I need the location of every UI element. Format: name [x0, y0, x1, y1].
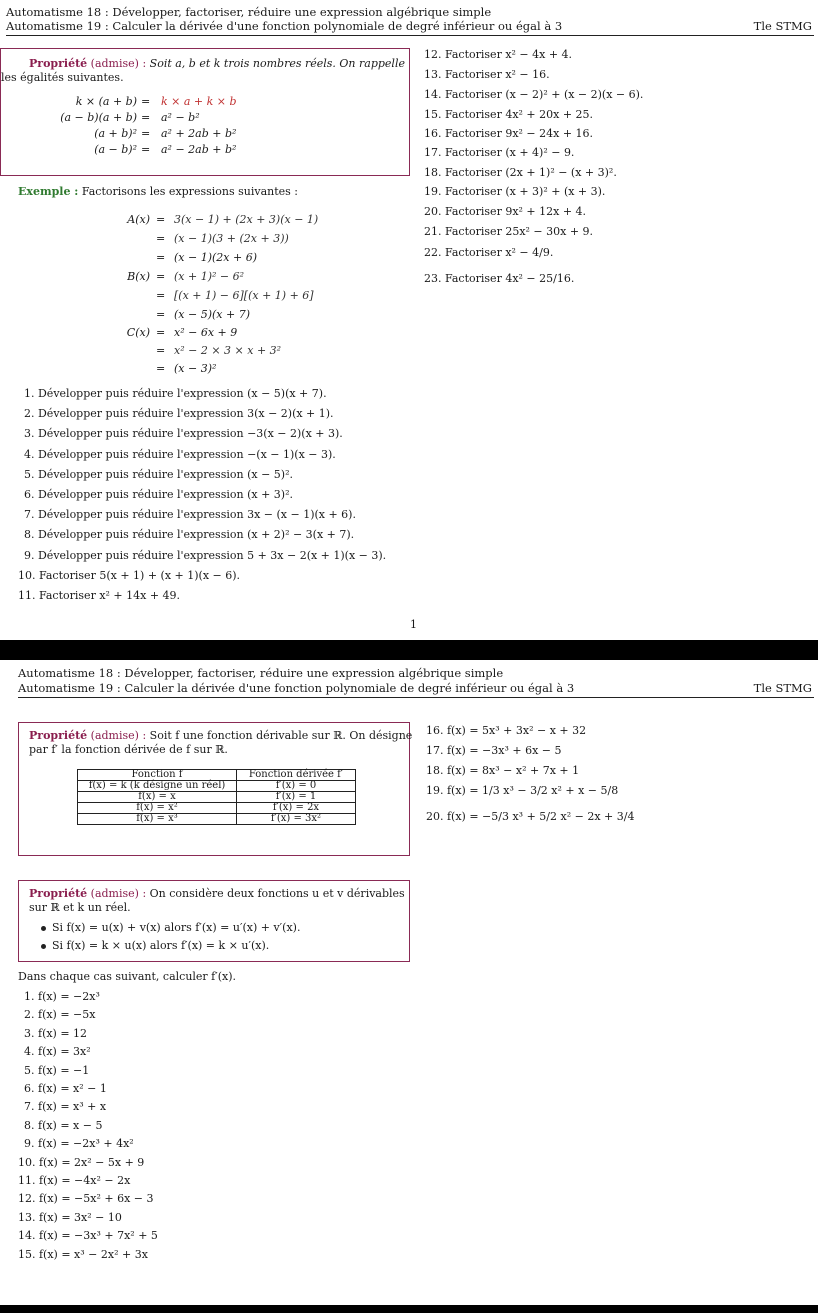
derivative-property-box [18, 722, 413, 856]
instruction: Dans chaque cas suivant, calculer f′(x). [18, 970, 237, 983]
bullet-icon [41, 944, 46, 949]
table-header-derivative: Fonction dérivée f′ [237, 770, 356, 781]
bullet-text: Si f(x) = u(x) + v(x) alors f′(x) = u′(x) + v′(x). [52, 921, 301, 934]
identity-lhs: (a − b)(a + b) [60, 111, 137, 124]
table-row [78, 814, 356, 825]
table-cell: f′(x) = 1 [237, 792, 356, 803]
identity-rhs: k × a + k × b [161, 95, 237, 108]
example-label: C(x) [126, 326, 150, 339]
example-expression: [(x + 1) − 6][(x + 1) + 6] [174, 289, 314, 302]
example-expression: (x − 5)(x + 7) [174, 308, 250, 321]
exercise-item: 13. Factoriser x² − 16. [424, 68, 550, 81]
table-row [78, 803, 356, 814]
exercise-item: 12. Factoriser x² − 4x + 4. [424, 48, 573, 61]
exercise-item: 2. f(x) = −5x [24, 1008, 96, 1022]
exercise-item: 17. f(x) = −3x³ + 6x − 5 [426, 744, 562, 757]
identity-equals: = [141, 95, 151, 108]
sum-rule-admise: (admise) : [90, 887, 147, 900]
exercise-item: 18. f(x) = 8x³ − x² + 7x + 1 [426, 764, 580, 777]
header-class: Tle STMG [753, 19, 812, 33]
sum-rule-heading [29, 887, 405, 900]
exercise-item: 8. f(x) = x − 5 [24, 1118, 103, 1132]
exercise-item: 9. Développer puis réduire l'expression 5 + 3x − 2(x + 1)(x − 3). [24, 548, 387, 562]
property-heading [29, 57, 405, 70]
exercise-item: 15. Factoriser 4x² + 20x + 25. [424, 108, 594, 121]
exercise-item: 18. Factoriser (2x + 1)² − (x + 3)². [424, 166, 617, 179]
exercise-item: 14. Factoriser (x − 2)² + (x − 2)(x − 6). [424, 88, 644, 101]
exercise-item: 22. Factoriser x² − 4/9. [424, 246, 554, 259]
example-text: Factorisons les expressions suivantes : [81, 185, 298, 198]
property-title: Propriété [29, 57, 88, 70]
identity-equals: = [141, 127, 151, 140]
example-equals: = [156, 289, 166, 302]
table-cell: f′(x) = 3x² [237, 814, 356, 825]
page-2 [0, 660, 818, 1305]
exercise-item: 5. f(x) = −1 [24, 1063, 90, 1077]
example-equals: = [156, 270, 166, 283]
exercise-item: 6. f(x) = x² − 1 [24, 1082, 107, 1095]
example-equals: = [156, 308, 166, 321]
table-header-function: Fonction f [78, 770, 237, 781]
derivative-property-title: Propriété [29, 729, 88, 742]
exercise-item: 1. f(x) = −2x³ [24, 990, 100, 1003]
exercise-item: 13. f(x) = 3x² − 10 [18, 1210, 122, 1224]
table-cell: f′(x) = 2x [237, 803, 356, 814]
identity-rhs: a² − 2ab + b² [161, 143, 237, 156]
derivative-property-text-1: Soit f une fonction dérivable sur ℝ. On désigne [149, 729, 413, 742]
bullet-text: Si f(x) = k × u(x) alors f′(x) = k × u′(x). [52, 939, 270, 952]
exercise-item: 11. Factoriser x² + 14x + 49. [18, 589, 181, 602]
example-expression: (x − 1)(2x + 6) [174, 251, 257, 264]
scalar-rule-bullet [41, 939, 269, 952]
exercise-item: 9. f(x) = −2x³ + 4x² [24, 1137, 134, 1151]
example-equals: = [156, 326, 166, 339]
derivative-property-text-2: par f′ la fonction dérivée de f sur ℝ. [29, 743, 228, 756]
header-line-1: Automatisme 18 : Développer, factoriser, réduire une expression algébrique simple [18, 666, 504, 680]
property-box [0, 48, 410, 176]
header-rule [6, 35, 814, 36]
exercise-item: 16. Factoriser 9x² − 24x + 16. [424, 127, 594, 140]
derivative-property-admise: (admise) : [90, 729, 147, 742]
sum-rule-title: Propriété [29, 887, 88, 900]
table-cell: f(x) = x [78, 792, 237, 803]
property-text-1: Soit a, b et k trois nombres réels. On rappelle [149, 57, 405, 70]
example-equals: = [156, 344, 166, 357]
example-equals: = [156, 232, 166, 245]
identity-lhs: k × (a + b) [75, 95, 137, 108]
exercise-item: 8. Développer puis réduire l'expression (x + 2)² − 3(x + 7). [24, 528, 355, 542]
page-number: 1 [410, 618, 417, 631]
exercise-item: 15. f(x) = x³ − 2x² + 3x [18, 1247, 148, 1261]
derivative-property-heading [29, 729, 412, 742]
table-cell: f(x) = k (k désigne un réel) [78, 781, 237, 792]
header-line-2: Automatisme 19 : Calculer la dérivée d'une fonction polynomiale de degré inférieur ou égal à 3 [18, 681, 575, 695]
exercise-item: 6. Développer puis réduire l'expression (x + 3)². [24, 488, 293, 501]
exercise-item: 12. f(x) = −5x² + 6x − 3 [18, 1192, 154, 1206]
exercise-item: 10. f(x) = 2x² − 5x + 9 [18, 1155, 145, 1169]
exercise-item: 14. f(x) = −3x³ + 7x² + 5 [18, 1229, 158, 1243]
example-expression: (x + 1)² − 6² [174, 270, 245, 283]
exercise-item: 3. f(x) = 12 [24, 1026, 88, 1040]
exercise-item: 23. Factoriser 4x² − 25/16. [424, 272, 575, 285]
sum-rule-text-2: sur ℝ et k un réel. [29, 901, 131, 914]
exercise-item: 4. Développer puis réduire l'expression −(x − 1)(x − 3). [24, 447, 336, 461]
exercise-item: 20. f(x) = −5/3 x³ + 5/2 x² − 2x + 3/4 [426, 810, 635, 823]
example-title: Exemple : [18, 185, 79, 198]
exercise-item: 1. Développer puis réduire l'expression (x − 5)(x + 7). [24, 387, 327, 400]
example-heading [18, 185, 298, 198]
sum-rule-text-1: On considère deux fonctions u et v dérivables [149, 887, 405, 900]
example-expression: x² − 6x + 9 [174, 326, 238, 339]
exercise-item: 11. f(x) = −4x² − 2x [18, 1174, 131, 1187]
derivative-table [77, 769, 356, 825]
property-text-2: les égalités suivantes. [1, 71, 124, 84]
example-label: B(x) [127, 270, 150, 283]
identity-rhs: a² + 2ab + b² [161, 127, 237, 140]
sum-rule-property-box [18, 880, 410, 962]
example-equals: = [156, 213, 166, 226]
exercise-item: 20. Factoriser 9x² + 12x + 4. [424, 205, 587, 218]
identity-equals: = [141, 143, 151, 156]
exercise-item: 10. Factoriser 5(x + 1) + (x + 1)(x − 6). [18, 568, 241, 582]
derivative-table-header [78, 770, 356, 781]
identity-equals: = [141, 111, 151, 124]
table-cell: f′(x) = 0 [237, 781, 356, 792]
header-line-2: Automatisme 19 : Calculer la dérivée d'une fonction polynomiale de degré inférieur ou égal à 3 [6, 19, 563, 33]
exercise-item: 19. Factoriser (x + 3)² + (x + 3). [424, 185, 606, 198]
exercise-item: 21. Factoriser 25x² − 30x + 9. [424, 225, 594, 238]
exercise-item: 4. f(x) = 3x² [24, 1045, 91, 1059]
header-rule [18, 697, 814, 698]
example-label: A(x) [127, 213, 150, 226]
page-1 [0, 0, 818, 640]
example-equals: = [156, 251, 166, 264]
table-cell: f(x) = x³ [78, 814, 237, 825]
bullet-icon [41, 926, 46, 931]
identity-rhs: a² − b² [161, 111, 200, 124]
example-expression: x² − 2 × 3 × x + 3² [174, 344, 282, 357]
exercise-item: 17. Factoriser (x + 4)² − 9. [424, 146, 575, 159]
identity-lhs: (a − b)² [94, 143, 137, 156]
exercise-item: 7. Développer puis réduire l'expression 3x − (x − 1)(x + 6). [24, 508, 356, 522]
header-line-1: Automatisme 18 : Développer, factoriser, réduire une expression algébrique simple [6, 5, 492, 19]
table-cell: f(x) = x² [78, 803, 237, 814]
property-admise: (admise) : [90, 57, 147, 70]
exercise-item: 5. Développer puis réduire l'expression (x − 5)². [24, 467, 293, 481]
header-class: Tle STMG [753, 681, 812, 695]
example-equals: = [156, 362, 166, 375]
example-expression: (x − 3)² [174, 362, 217, 375]
exercise-item: 3. Développer puis réduire l'expression −3(x − 2)(x + 3). [24, 427, 343, 441]
exercise-item: 2. Développer puis réduire l'expression 3(x − 2)(x + 1). [24, 407, 334, 421]
example-expression: (x − 1)(3 + (2x + 3)) [174, 232, 289, 245]
exercise-item: 7. f(x) = x³ + x [24, 1100, 107, 1114]
identity-lhs: (a + b)² [94, 127, 137, 140]
sum-rule-bullet [41, 921, 300, 934]
example-expression: 3(x − 1) + (2x + 3)(x − 1) [174, 213, 319, 226]
exercise-item: 16. f(x) = 5x³ + 3x² − x + 32 [426, 724, 587, 737]
table-row [78, 792, 356, 803]
table-row [78, 781, 356, 792]
exercise-item: 19. f(x) = 1/3 x³ − 3/2 x² + x − 5/8 [426, 784, 619, 797]
